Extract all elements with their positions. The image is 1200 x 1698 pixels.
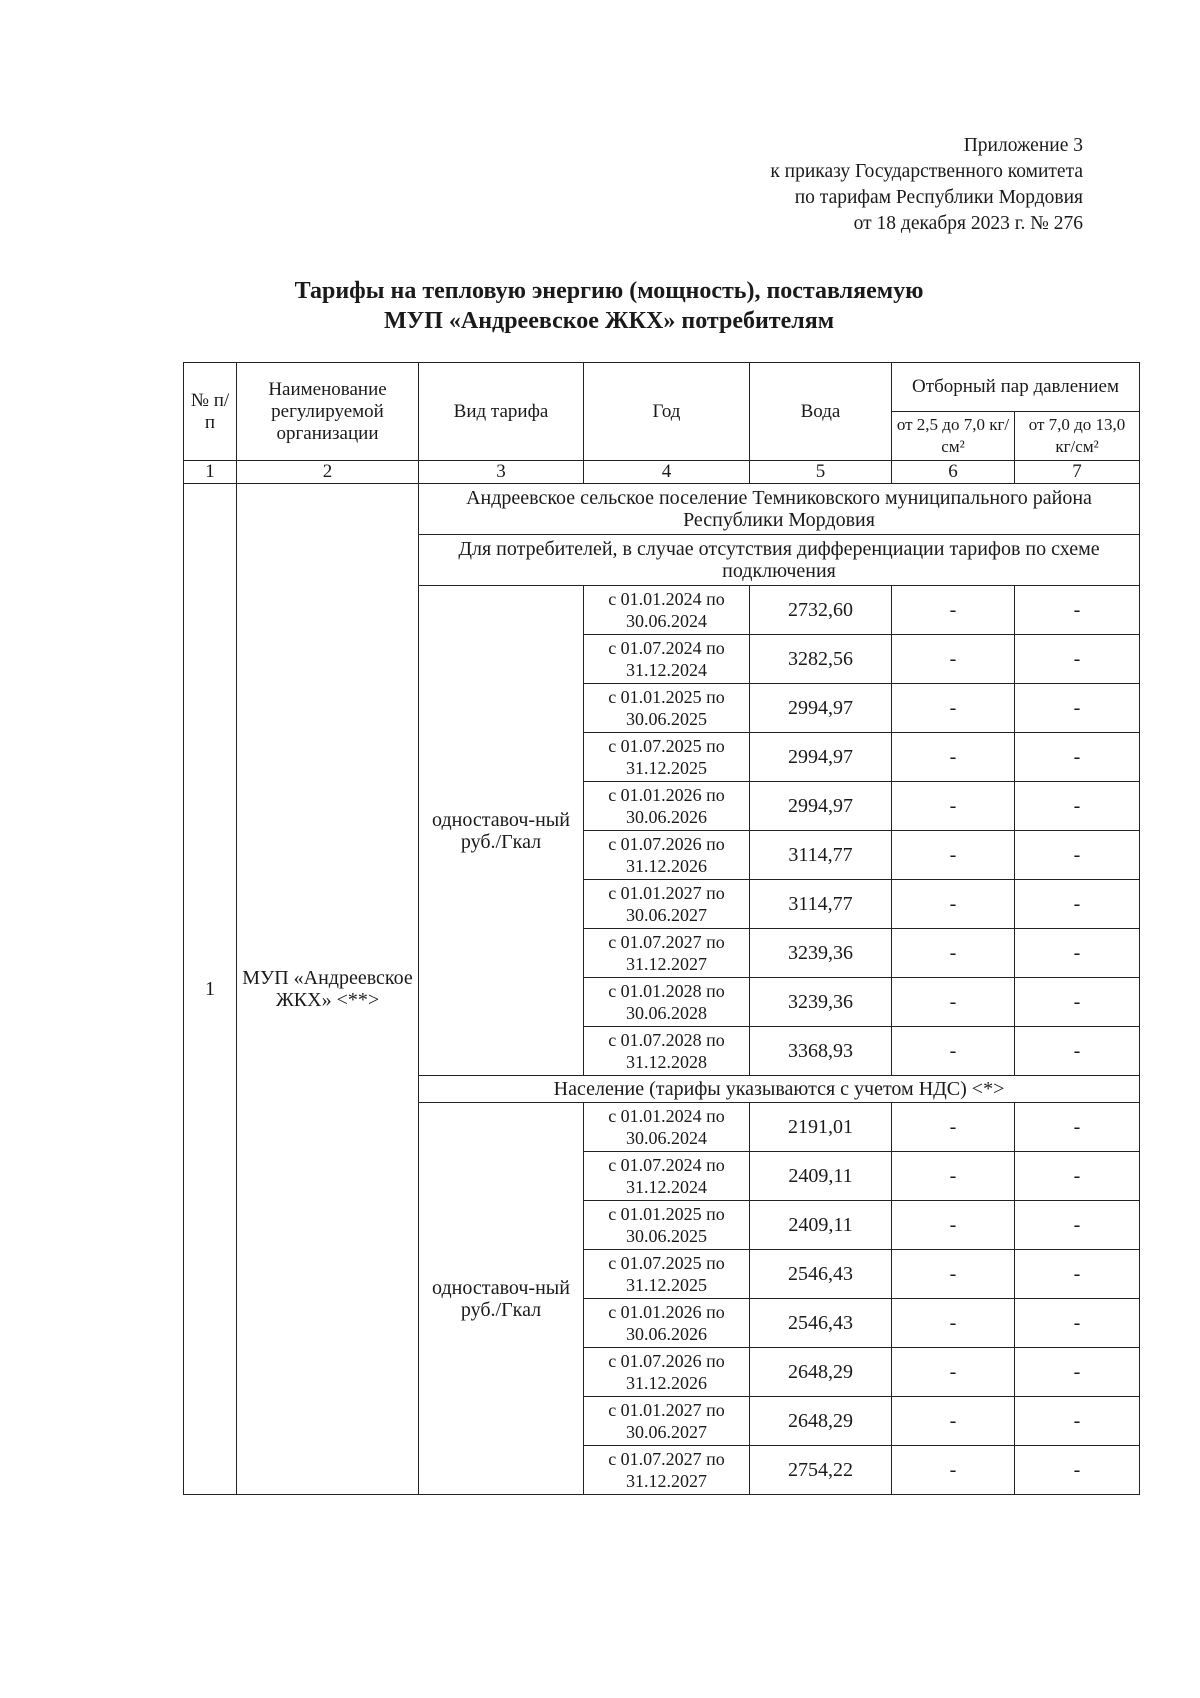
header-water: Вода — [750, 363, 892, 461]
steam-tariff-cell: - — [1015, 1397, 1140, 1446]
column-number: 7 — [1015, 461, 1140, 484]
steam-tariff-cell: - — [892, 684, 1015, 733]
steam-tariff-cell: - — [1015, 929, 1140, 978]
period-cell: с 01.01.2027 по 30.06.2027 — [584, 1397, 750, 1446]
water-tariff-cell: 2191,01 — [750, 1103, 892, 1152]
period-cell: с 01.01.2024 по 30.06.2024 — [584, 586, 750, 635]
steam-tariff-cell: - — [1015, 1446, 1140, 1495]
title-line: Тарифы на тепловую энергию (мощность), поставляемую — [294, 278, 924, 304]
tariff-kind: одноставоч-ный руб./Гкал — [419, 1103, 584, 1495]
document-title — [0, 276, 1200, 336]
period-cell: с 01.01.2027 по 30.06.2027 — [584, 880, 750, 929]
steam-tariff-cell: - — [1015, 782, 1140, 831]
header-kind: Вид тарифа — [419, 363, 584, 461]
steam-tariff-cell: - — [892, 733, 1015, 782]
steam-tariff-cell: - — [1015, 1103, 1140, 1152]
column-number: 4 — [584, 461, 750, 484]
water-tariff-cell: 2994,97 — [750, 684, 892, 733]
steam-tariff-cell: - — [1015, 1299, 1140, 1348]
steam-tariff-cell: - — [1015, 586, 1140, 635]
steam-tariff-cell: - — [892, 1397, 1015, 1446]
steam-tariff-cell: - — [892, 880, 1015, 929]
steam-tariff-cell: - — [1015, 1152, 1140, 1201]
tariff-kind: одноставоч-ный руб./Гкал — [419, 586, 584, 1076]
period-cell: с 01.01.2028 по 30.06.2028 — [584, 978, 750, 1027]
header-org: Наименование регулируемой организации — [237, 363, 419, 461]
column-number: 6 — [892, 461, 1015, 484]
steam-tariff-cell: - — [892, 1201, 1015, 1250]
section-heading: Для потребителей, в случае отсутствия дифференциации тарифов по схеме подключения — [419, 535, 1140, 586]
period-cell: с 01.01.2025 по 30.06.2025 — [584, 1201, 750, 1250]
column-number: 5 — [750, 461, 892, 484]
period-cell: с 01.07.2024 по 31.12.2024 — [584, 1152, 750, 1201]
water-tariff-cell: 3239,36 — [750, 929, 892, 978]
steam-tariff-cell: - — [1015, 684, 1140, 733]
steam-tariff-cell: - — [1015, 831, 1140, 880]
steam-tariff-cell: - — [892, 1348, 1015, 1397]
steam-tariff-cell: - — [1015, 733, 1140, 782]
steam-tariff-cell: - — [1015, 880, 1140, 929]
steam-tariff-cell: - — [892, 978, 1015, 1027]
water-tariff-cell: 2732,60 — [750, 586, 892, 635]
territory-heading: Андреевское сельское поселение Темниковского муниципального района Республики Мордовия — [419, 484, 1140, 535]
water-tariff-cell: 2648,29 — [750, 1397, 892, 1446]
period-cell: с 01.07.2026 по 31.12.2026 — [584, 831, 750, 880]
column-number: 1 — [184, 461, 237, 484]
steam-tariff-cell: - — [1015, 1250, 1140, 1299]
tariff-table — [183, 362, 1140, 1495]
period-cell: с 01.01.2026 по 30.06.2026 — [584, 1299, 750, 1348]
header-year: Год — [584, 363, 750, 461]
section-heading: Население (тарифы указываются с учетом НДС) <*> — [419, 1076, 1140, 1103]
steam-tariff-cell: - — [1015, 978, 1140, 1027]
steam-tariff-cell: - — [1015, 1348, 1140, 1397]
steam-tariff-cell: - — [1015, 635, 1140, 684]
appendix-line: Приложение 3 — [963, 135, 1083, 156]
steam-tariff-cell: - — [892, 1152, 1015, 1201]
appendix-line: по тарифам Республики Мордовия — [794, 187, 1083, 208]
header-num: № п/п — [184, 363, 237, 461]
water-tariff-cell: 2648,29 — [750, 1348, 892, 1397]
period-cell: с 01.07.2028 по 31.12.2028 — [584, 1027, 750, 1076]
water-tariff-cell: 2409,11 — [750, 1152, 892, 1201]
appendix-line: от 18 декабря 2023 г. № 276 — [853, 213, 1083, 234]
water-tariff-cell: 2409,11 — [750, 1201, 892, 1250]
water-tariff-cell: 3114,77 — [750, 831, 892, 880]
steam-tariff-cell: - — [892, 1250, 1015, 1299]
header-steam: Отборный пар давлением — [892, 363, 1140, 412]
steam-tariff-cell: - — [892, 1103, 1015, 1152]
water-tariff-cell: 3368,93 — [750, 1027, 892, 1076]
period-cell: с 01.07.2027 по 31.12.2027 — [584, 929, 750, 978]
period-cell: с 01.01.2026 по 30.06.2026 — [584, 782, 750, 831]
header-steam-high: от 7,0 до 13,0 кг/см² — [1015, 412, 1140, 461]
water-tariff-cell: 2546,43 — [750, 1250, 892, 1299]
appendix-block — [770, 133, 1083, 237]
period-cell: с 01.07.2026 по 31.12.2026 — [584, 1348, 750, 1397]
row-number: 1 — [184, 484, 237, 1495]
steam-tariff-cell: - — [892, 782, 1015, 831]
steam-tariff-cell: - — [892, 1446, 1015, 1495]
steam-tariff-cell: - — [892, 635, 1015, 684]
column-number: 3 — [419, 461, 584, 484]
steam-tariff-cell: - — [892, 1299, 1015, 1348]
water-tariff-cell: 2994,97 — [750, 733, 892, 782]
steam-tariff-cell: - — [892, 929, 1015, 978]
water-tariff-cell: 2754,22 — [750, 1446, 892, 1495]
column-number: 2 — [237, 461, 419, 484]
water-tariff-cell: 3239,36 — [750, 978, 892, 1027]
period-cell: с 01.07.2027 по 31.12.2027 — [584, 1446, 750, 1495]
header-steam-low: от 2,5 до 7,0 кг/см² — [892, 412, 1015, 461]
steam-tariff-cell: - — [1015, 1027, 1140, 1076]
water-tariff-cell: 3114,77 — [750, 880, 892, 929]
period-cell: с 01.07.2024 по 31.12.2024 — [584, 635, 750, 684]
water-tariff-cell: 2546,43 — [750, 1299, 892, 1348]
period-cell: с 01.07.2025 по 31.12.2025 — [584, 733, 750, 782]
appendix-line: к приказу Государственного комитета — [770, 161, 1083, 182]
steam-tariff-cell: - — [892, 586, 1015, 635]
period-cell: с 01.07.2025 по 31.12.2025 — [584, 1250, 750, 1299]
steam-tariff-cell: - — [892, 1027, 1015, 1076]
organization-name: МУП «Андреевское ЖКХ» <**> — [237, 484, 419, 1495]
title-line: МУП «Андреевское ЖКХ» потребителям — [383, 308, 835, 334]
water-tariff-cell: 2994,97 — [750, 782, 892, 831]
period-cell: с 01.01.2025 по 30.06.2025 — [584, 684, 750, 733]
steam-tariff-cell: - — [1015, 1201, 1140, 1250]
water-tariff-cell: 3282,56 — [750, 635, 892, 684]
period-cell: с 01.01.2024 по 30.06.2024 — [584, 1103, 750, 1152]
steam-tariff-cell: - — [892, 831, 1015, 880]
